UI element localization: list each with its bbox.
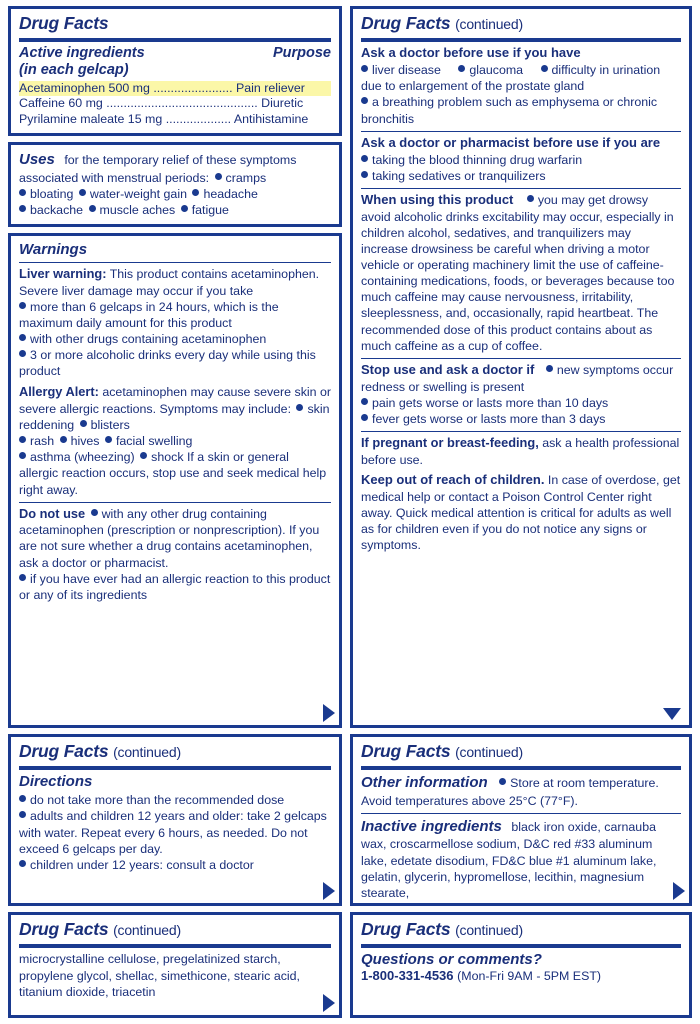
phone-row	[361, 968, 681, 983]
bullet-dot-icon	[361, 97, 368, 104]
ingredient-row-pyrilamine	[19, 112, 331, 128]
panel-uses	[8, 142, 342, 227]
bullet-dot-icon	[296, 404, 303, 411]
symptom: hives	[70, 434, 100, 449]
panel-active-ingredients	[8, 6, 342, 136]
panel-title-text: Drug Facts	[361, 919, 451, 939]
divider	[361, 358, 681, 359]
list-item: taking sedatives or tranquilizers	[372, 168, 546, 183]
bullet-dot-icon	[19, 334, 26, 341]
inactive-ingredients-block	[361, 817, 681, 901]
bullet-dot-icon	[19, 189, 26, 196]
pregnant-text: ask a health professional before use.	[361, 436, 680, 467]
when-using-text: you may get drowsy avoid alcoholic drinks excitability may occur, especially in children alcohol, sedatives, and tranquilizers may increase drowsiness be careful when driving a motor vehicle or operating machinery limit the use of caffeine-containing medications, foods, or beverages because too much caffeine may cause nervousness, irritability, sleeplessness, and, occasionally, rapid heartbeat. The recommended dose of this product contains about as much caffeine as a cup of coffee.	[361, 192, 675, 353]
directions-title: Directions	[19, 773, 93, 791]
bullet-dot-icon	[181, 205, 188, 212]
symptom: rash	[30, 434, 55, 449]
other-information-text: Store at room temperature. Avoid temperatures above 25°C (77°F).	[361, 776, 659, 808]
bullet-dot-icon	[140, 452, 147, 459]
keep-out-block	[361, 472, 681, 553]
ingredient-purpose: Diuretic	[261, 96, 304, 111]
continued-label: (continued)	[113, 744, 181, 760]
symptom: blisters	[90, 418, 130, 433]
when-using-label: When using this product	[361, 191, 514, 207]
bullet-dot-icon	[80, 420, 87, 427]
bullet-dot-icon	[79, 189, 86, 196]
list-item: a breathing problem such as emphysema or chronic bronchitis	[361, 95, 658, 126]
bullet-dot-icon	[361, 171, 368, 178]
bullet-dot-icon	[19, 574, 26, 581]
bullet-dot-icon	[89, 205, 96, 212]
bullet-dot-icon	[192, 189, 199, 196]
bullet-dot-icon	[499, 778, 506, 785]
list-item: fever gets worse or lasts more than 3 days	[372, 411, 606, 426]
divider	[19, 262, 331, 263]
do-not-use-second: if you have ever had an allergic reaction to this product or any of its ingredients	[19, 571, 331, 602]
liver-warning-label: Liver warning:	[19, 265, 107, 281]
list-item: taking the blood thinning drug warfarin	[372, 152, 583, 167]
panel-title-text: Drug Facts	[19, 741, 109, 761]
allergy-alert-text: acetaminophen may cause severe skin or severe allergic reactions. Symptoms may include:	[19, 385, 332, 416]
symptom: bloating	[30, 186, 74, 201]
panel-title	[361, 920, 681, 942]
phone-number[interactable]: 1-800-331-4536	[361, 968, 454, 984]
ingredient-purpose: Pain reliever	[235, 80, 305, 95]
continued-label: (continued)	[455, 16, 523, 32]
keep-out-label: Keep out of reach of children.	[361, 471, 545, 487]
bullet-dot-icon	[19, 436, 26, 443]
bullet-dot-icon	[19, 860, 26, 867]
divider	[361, 431, 681, 432]
symptom: muscle aches	[99, 202, 176, 217]
bullet-dot-icon	[541, 65, 548, 72]
do-not-use-label: Do not use	[19, 505, 86, 521]
panel-directions	[8, 734, 342, 906]
panel-title	[361, 742, 681, 764]
arrow-right-icon	[323, 882, 335, 900]
arrow-right-icon	[323, 704, 335, 722]
list-item: do not take more than the recommended dose	[30, 793, 285, 808]
allergy-alert	[19, 384, 331, 497]
ask-doctor-block	[361, 45, 681, 126]
panel-title-text: Drug Facts	[361, 741, 451, 761]
symptom: shock	[151, 450, 184, 465]
arrow-down-icon	[663, 708, 681, 720]
phone-hours: (Mon-Fri 9AM - 5PM EST)	[457, 969, 602, 984]
divider	[361, 944, 681, 948]
warnings-title: Warnings	[19, 240, 88, 258]
allergy-alert-tail: If a skin or general allergic reaction occurs, stop use and seek medical help right away.	[19, 450, 327, 497]
divider	[19, 38, 331, 42]
panel-title	[361, 14, 681, 36]
ask-pharmacist-block	[361, 135, 681, 184]
uses-intro: for the temporary relief of these symptoms associated with menstrual periods:	[19, 153, 297, 185]
bullet-dot-icon	[60, 436, 67, 443]
uses-block	[19, 150, 331, 218]
other-information-title: Other information	[361, 774, 488, 792]
bullet-dot-icon	[19, 795, 26, 802]
divider	[361, 188, 681, 189]
list-item: with other drugs containing acetaminophen	[30, 331, 267, 346]
divider	[361, 131, 681, 132]
do-not-use	[19, 506, 331, 603]
liver-warning	[19, 266, 331, 299]
list-item: adults and children 12 years and older: take 2 gelcaps with water. Repeat every 6 hours, as needed. Do not exceed 6 gelcaps per day.	[19, 809, 327, 856]
panel-ask-doctor	[350, 6, 692, 728]
divider	[361, 813, 681, 814]
continued-label: (continued)	[113, 922, 181, 938]
list-item: pain gets worse or lasts more than 10 days	[372, 395, 609, 410]
list-item: 3 or more alcoholic drinks every day while using this product	[19, 348, 316, 379]
symptom: headache	[203, 186, 258, 201]
keep-out-text: In case of overdose, get medical help or contact a Poison Control Center right away. Quick medical attention is critical for adults as well as for children even if you do not notice any signs or symptoms.	[361, 472, 681, 553]
bullet-dot-icon	[19, 350, 26, 357]
list-item: more than 6 gelcaps in 24 hours, which is the maximum daily amount for this product	[19, 299, 279, 330]
pregnant-label: If pregnant or breast-feeding,	[361, 435, 539, 451]
symptom: fatigue	[191, 202, 229, 217]
bullet-dot-icon	[91, 509, 98, 516]
symptom: asthma (wheezing)	[30, 450, 135, 465]
bullet-dot-icon	[19, 205, 26, 212]
inactive-ingredients-label: Inactive ingredients	[361, 817, 502, 835]
stop-use-block	[361, 362, 681, 427]
liver-bullet-list	[19, 299, 331, 380]
active-ingredients-header-row	[19, 45, 331, 78]
stop-use-label: Stop use and ask a doctor if	[361, 361, 535, 377]
panel-title-text: Drug Facts	[361, 13, 451, 33]
symptom: skin reddening	[19, 401, 330, 433]
divider	[361, 766, 681, 770]
divider	[361, 38, 681, 42]
directions-list	[19, 792, 331, 873]
panel-warnings	[8, 233, 342, 728]
ingredient-row-caffeine	[19, 96, 331, 112]
bullet-dot-icon	[361, 155, 368, 162]
divider	[19, 502, 331, 503]
list-item: liver disease	[372, 63, 441, 78]
ingredient-name: Acetaminophen 500 mg	[19, 80, 150, 95]
panel-questions	[350, 912, 692, 1018]
bullet-dot-icon	[361, 65, 368, 72]
symptom: backache	[30, 202, 84, 217]
do-not-use-first: with any other drug containing acetaminophen (prescription or nonprescription). If you are not sure whether a drug contains acetaminophen, ask a doctor or pharmacist.	[19, 506, 320, 570]
bullet-dot-icon	[361, 398, 368, 405]
ingredient-purpose: Antihistamine	[233, 111, 309, 126]
ask-pharmacist-label: Ask a doctor or pharmacist before use if you are	[361, 134, 661, 150]
panel-title	[19, 742, 331, 764]
other-information-block	[361, 773, 681, 809]
active-ingredients-sub: (in each gelcap)	[19, 61, 129, 78]
inactive-ingredients-text: black iron oxide, carnauba wax, croscarmellose sodium, D&C red #33 aluminum lake, edetate disodium, FD&C blue #1 aluminum lake, gelatin, glycerin, hypromellose, lecithin, magnesium stearate,	[361, 819, 657, 900]
questions-heading: Questions or comments?	[361, 951, 542, 969]
list-item: children under 12 years: consult a doctor	[30, 857, 254, 872]
ingredient-name: Pyrilamine maleate 15 mg	[19, 111, 163, 126]
symptom: facial swelling	[115, 434, 193, 449]
active-ingredients-heading: Active ingredients	[19, 45, 145, 62]
leader-dots: ...................	[162, 111, 234, 126]
inactive-ingredients-continued-text: microcrystalline cellulose, pregelatinized starch, propylene glycol, shellac, simethicone, stearic acid, titanium dioxide, triacetin	[19, 952, 300, 1000]
ingredient-name: Caffeine 60 mg	[19, 96, 103, 111]
panel-inactive-continued	[8, 912, 342, 1018]
list-item: glaucoma	[469, 63, 524, 78]
panel-title: Drug Facts	[19, 13, 109, 33]
pregnant-block	[361, 435, 681, 468]
symptom: cramps	[225, 170, 267, 185]
bullet-dot-icon	[458, 65, 465, 72]
arrow-right-icon	[323, 994, 335, 1012]
bullet-dot-icon	[19, 302, 26, 309]
leader-dots: .......................	[149, 80, 236, 95]
leader-dots: ............................................	[102, 96, 262, 111]
when-using-block	[361, 192, 681, 354]
bullet-dot-icon	[105, 436, 112, 443]
arrow-right-icon	[673, 882, 685, 900]
panel-title	[19, 920, 331, 942]
bullet-dot-icon	[19, 811, 26, 818]
bullet-dot-icon	[361, 414, 368, 421]
continued-label: (continued)	[455, 922, 523, 938]
stop-use-inline: new symptoms occur redness or swelling is present	[361, 362, 674, 394]
bullet-dot-icon	[215, 173, 222, 180]
divider	[19, 766, 331, 770]
continued-label: (continued)	[455, 744, 523, 760]
purpose-heading: Purpose	[272, 45, 331, 62]
list-item: difficulty in urination due to enlargement of the prostate gland	[361, 63, 661, 94]
symptom: water-weight gain	[89, 186, 187, 201]
divider	[19, 944, 331, 948]
panel-title-text: Drug Facts	[19, 919, 109, 939]
ingredient-row-acetaminophen	[19, 81, 331, 97]
bullet-dot-icon	[527, 195, 534, 202]
ask-doctor-label: Ask a doctor before use if you have	[361, 45, 581, 61]
bullet-dot-icon	[19, 452, 26, 459]
bullet-dot-icon	[546, 365, 553, 372]
liver-warning-text: This product contains acetaminophen. Severe liver damage may occur if you take	[19, 266, 320, 298]
allergy-alert-label: Allergy Alert:	[19, 384, 99, 400]
panel-other-information	[350, 734, 692, 906]
uses-title: Uses	[19, 151, 55, 169]
